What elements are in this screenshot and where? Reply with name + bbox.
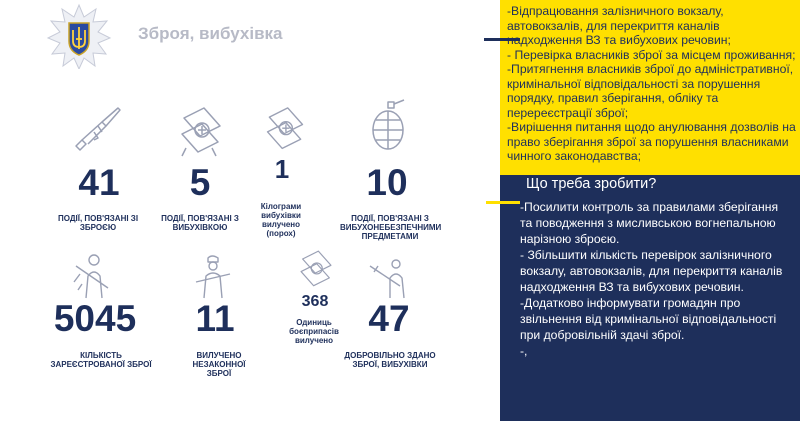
- page-title: Зброя, вибухівка: [138, 24, 283, 43]
- stat-label: ПОДІЇ, ПОВ'ЯЗАНІ ЗІ ЗБРОЄЮ: [57, 214, 139, 232]
- stat-value: 5045: [53, 298, 137, 339]
- soldier-rifle-icon: [368, 256, 410, 300]
- explosive-bundle-icon: [176, 104, 226, 160]
- stat-label: ПОДІЇ, ПОВ'ЯЗАНІ З ВИБУХІВКОЮ: [161, 214, 239, 232]
- stat-label: ДОБРОВІЛЬНО ЗДАНО ЗБРОЇ, ВИБУХІВКИ: [344, 351, 436, 369]
- explosive-bundle-icon: [294, 248, 338, 292]
- stat-value: 5: [189, 162, 211, 203]
- list-item: -Посилити контроль за правилами зберігання та поводження з мисливською вогнепальною нарізною зброєю.: [520, 200, 779, 246]
- rifle-icon: [72, 104, 124, 156]
- stat-label: ПОДІЇ, ПОВ'ЯЗАНІ З ВИБУХОНЕБЕЗПЕЧНИМИ ПРЕДМЕТАМИ: [340, 214, 442, 241]
- stat-value: 10: [366, 162, 408, 203]
- stat-value: 47: [368, 298, 410, 339]
- accent-line: [486, 201, 520, 204]
- registered-weapon-icon: [70, 252, 114, 300]
- list-item: - Перевірка власників зброї за місцем проживання;: [507, 47, 796, 62]
- stat-value: 368: [301, 293, 329, 310]
- stat-label: КІЛЬКІСТЬ ЗАРЕЄСТРОВАНОЇ ЗБРОЇ: [50, 351, 152, 369]
- list-item: -Вирішення питання щодо анулювання дозволів на право зберігання зброї за порушення власниками чинного законодавства;: [507, 120, 796, 163]
- stat-value: 41: [78, 162, 120, 203]
- actions-list: [507, 4, 797, 164]
- police-emblem-logo: [46, 3, 112, 69]
- list-item: -Притягнення власників зброї до адміністративної, кримінальної відповідальності за порушення порядку, правил зберігання, обліку та перереєстрації зброї;: [507, 62, 794, 120]
- stat-label: Одиниць боєприпасів вилучено: [289, 318, 339, 345]
- panel-heading: Що треба зробити?: [526, 176, 657, 192]
- list-item: -Додатково інформувати громадян про звільнення від кримінальної відповідальності при добровільній здачі зброї.: [520, 296, 777, 342]
- soldier-icon: [190, 254, 234, 300]
- stat-value: 1: [274, 154, 290, 184]
- stat-label: ВИЛУЧЕНО НЕЗАКОННОЇ ЗБРОЇ: [192, 351, 246, 378]
- grenade-icon: [362, 96, 412, 154]
- explosive-bundle-icon: [262, 104, 308, 156]
- todo-list: [520, 199, 790, 359]
- stat-value: 11: [195, 298, 235, 339]
- list-item: - Збільшити кількість перевірок залізничного вокзалу, автовокзалів, для перекриття каналів надходження ВЗ та вибухових речовин.: [520, 248, 783, 294]
- stat-label: Кілограми вибухівки вилучено (порох): [260, 202, 302, 238]
- list-item: -,: [520, 344, 528, 358]
- list-item: -Відпрацювання залізничного вокзалу, автовокзалів, для перекриття каналів надходження ВЗ та вибухових речовин;: [507, 4, 731, 47]
